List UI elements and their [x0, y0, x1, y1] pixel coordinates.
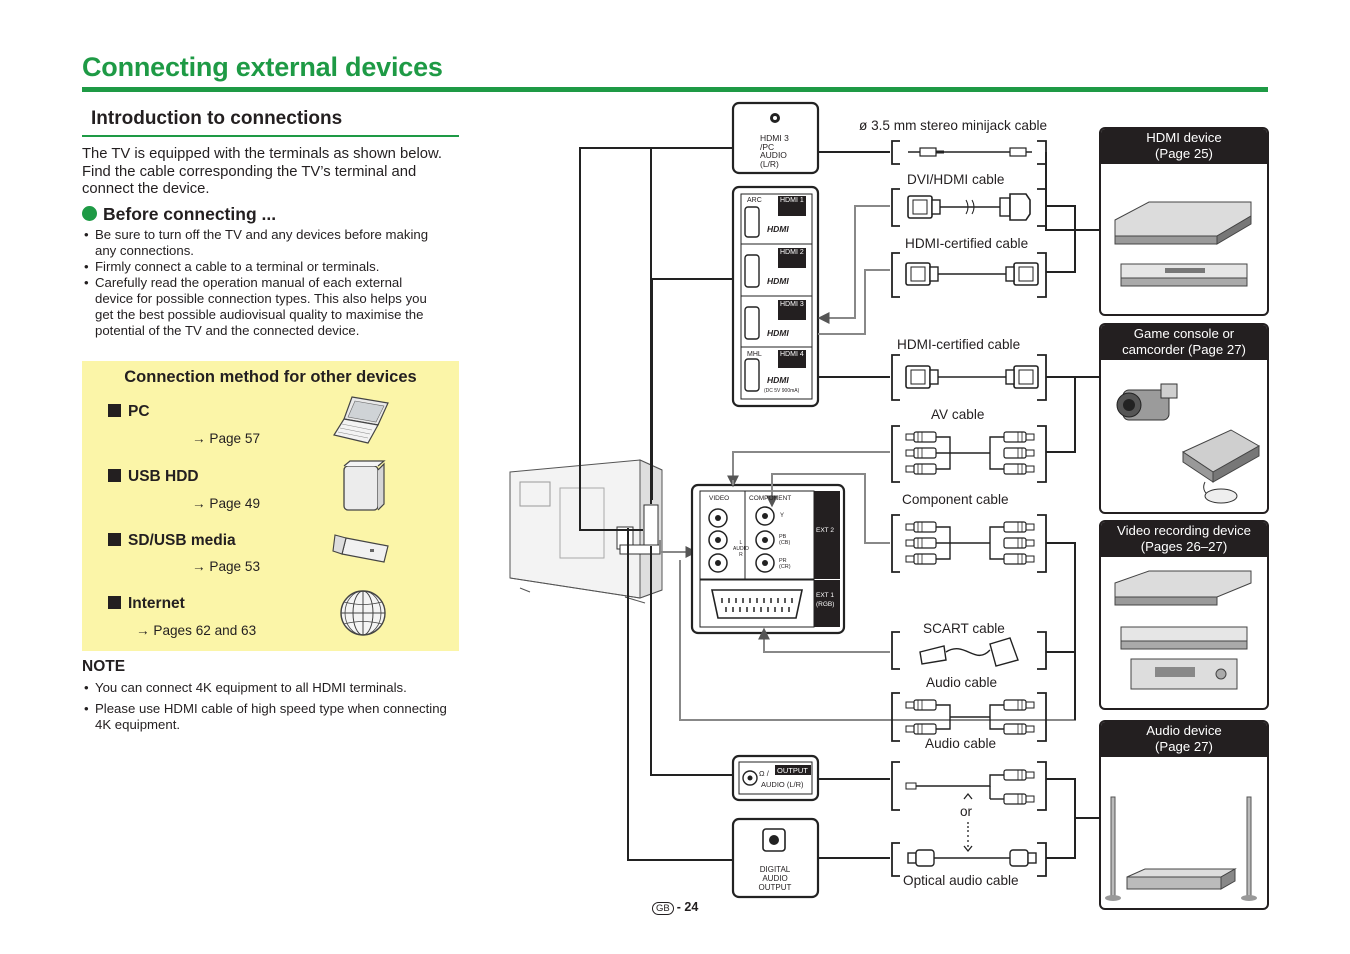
list-item: • Firmly connect a cable to a terminal or terminals.	[82, 259, 442, 275]
hdmi-cable-label: HDMI-certified cable	[897, 337, 1021, 352]
home-theater-icon	[1101, 757, 1267, 907]
audio-output-terminal	[733, 756, 818, 800]
method-pc-label: PC	[108, 403, 150, 421]
or-label: or	[960, 804, 973, 819]
scart-cable-icon	[920, 638, 1018, 666]
camcorder-console-icon	[1101, 360, 1267, 510]
scart-cable-label: SCART cable	[923, 621, 1005, 636]
video-recording-panel	[1099, 520, 1269, 710]
component-label: COMPONENT	[749, 495, 792, 502]
component-cable-icon	[906, 522, 1034, 564]
method-internet-page[interactable]: → Pages 62 and 63	[136, 623, 257, 638]
headphone-label: Ω /	[759, 769, 769, 778]
hdmi-device-panel	[1099, 127, 1269, 316]
hdmi-logo: HDMI	[767, 328, 789, 338]
hdmi-logo: HDMI	[767, 224, 789, 234]
audio-device-title: Audio device (Page 27)	[1101, 722, 1267, 757]
av-cable-label: AV cable	[931, 407, 985, 422]
hdmi1-tag: ARC	[747, 197, 762, 204]
optical-cable-icon	[908, 850, 1036, 866]
video-recording-title: Video recording device (Pages 26–27)	[1101, 522, 1267, 557]
connection-method-heading: Connection method for other devices	[124, 368, 417, 386]
audio-lr-label: L AUDIO R	[733, 540, 749, 558]
hdmi-logo: HDMI	[767, 375, 789, 385]
dvi-hdmi-cable-icon	[908, 194, 1030, 220]
audio-device-panel	[1099, 720, 1269, 910]
method-usb-hdd-label: USB HDD	[108, 468, 199, 486]
hdmi4-name: HDMI 4	[780, 351, 804, 358]
audio-output-label: AUDIO (L/R)	[761, 780, 804, 789]
hdmi4-tag: MHL	[747, 351, 762, 358]
recorder-stack-icon	[1101, 557, 1267, 707]
optical-cable-label: Optical audio cable	[903, 873, 1019, 888]
digital-audio-output-label: DIGITAL AUDIO OUTPUT	[758, 865, 792, 892]
audio-cable-label: Audio cable	[926, 675, 998, 690]
audio-cable-icon	[906, 700, 1034, 734]
list-item: • Carefully read the operation manual of each external device for possible connection types. This also helps you get the best possible audiovisual quality to maximise the potential of the TV and the connected device.	[82, 275, 442, 339]
mhl-spec: (DC 5V 900mA)	[764, 388, 800, 394]
list-item: • You can connect 4K equipment to all HDMI terminals.	[82, 680, 452, 696]
method-internet-label: Internet	[108, 595, 185, 613]
intro-paragraph: The TV is equipped with the terminals as shown below. Find the cable corresponding the TV’s terminal and connect the device.	[82, 146, 442, 197]
output-tag: OUTPUT	[777, 766, 808, 775]
av-terminal-block	[692, 485, 844, 633]
method-usb-hdd-page[interactable]: → Page 49	[192, 496, 261, 511]
pc-audio-terminal-label: HDMI 3 /PC AUDIO (L/R)	[760, 133, 789, 169]
av-cable-icon	[906, 432, 1034, 474]
minijack-cable-label: ø 3.5 mm stereo minijack cable	[859, 118, 1048, 133]
hdmi-cable-label: HDMI-certified cable	[905, 236, 1029, 251]
before-connecting-label: Before connecting ...	[103, 204, 277, 224]
method-sd-usb-label: SD/USB media	[108, 532, 236, 550]
method-sd-usb-page[interactable]: → Page 53	[192, 559, 261, 574]
hdmi2-name: HDMI 2	[780, 249, 804, 256]
game-console-title: Game console or camcorder (Page 27)	[1101, 325, 1267, 360]
game-console-panel	[1099, 323, 1269, 514]
video-label: VIDEO	[709, 495, 730, 502]
ext2-label: EXT 2	[816, 527, 834, 534]
audio-cable-label: Audio cable	[925, 736, 997, 751]
tv-rear-illustration	[510, 460, 662, 603]
method-pc-page[interactable]: → Page 57	[192, 431, 261, 446]
hdmi-cable-icon	[906, 366, 1038, 388]
list-item: • Be sure to turn off the TV and any devices before making any connections.	[82, 227, 442, 259]
list-item: • Please use HDMI cable of high speed type when connecting 4K equipment.	[82, 701, 452, 733]
note-heading: NOTE	[82, 658, 126, 675]
hdmi-cable-icon	[906, 263, 1038, 285]
component-y-label: Y	[780, 513, 785, 519]
dvi-hdmi-cable-label: DVI/HDMI cable	[907, 172, 1005, 187]
hdmi1-name: HDMI 1	[780, 197, 804, 204]
component-cable-label: Component cable	[902, 492, 1009, 507]
hdmi3-name: HDMI 3	[780, 301, 804, 308]
bluray-player-icon	[1101, 164, 1267, 314]
ext1-label: EXT 1 (RGB)	[816, 592, 835, 608]
intro-heading: Introduction to connections	[91, 108, 343, 129]
page-title: Connecting external devices	[82, 52, 443, 82]
hdmi-logo: HDMI	[767, 276, 789, 286]
page-number: GB - 24	[652, 900, 698, 915]
component-pb-label: PB (CB)	[779, 534, 791, 546]
minijack-cable-icon	[908, 148, 1032, 156]
component-pr-label: PR (CR)	[779, 558, 791, 570]
hdmi-device-title: HDMI device (Page 25)	[1101, 129, 1267, 164]
